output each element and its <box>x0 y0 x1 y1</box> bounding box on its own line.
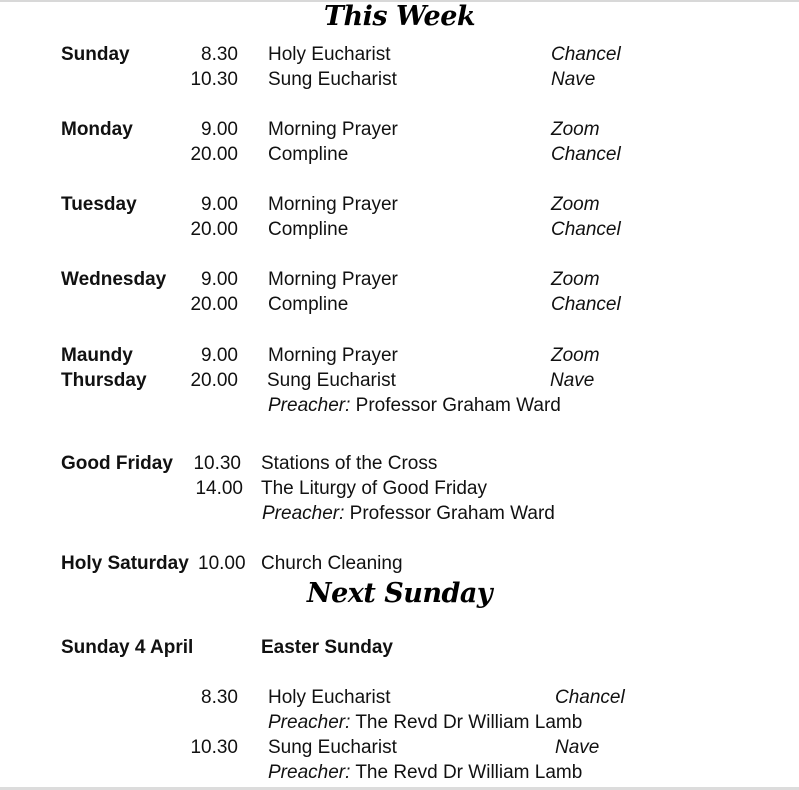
service-name: Sung Eucharist <box>268 69 397 90</box>
service-name: Morning Prayer <box>268 119 398 140</box>
service-time: 14.00 <box>195 478 243 499</box>
service-name: Morning Prayer <box>268 345 398 366</box>
service-time: 8.30 <box>201 44 238 65</box>
service-location: Chancel <box>551 144 621 165</box>
service-name: Compline <box>268 294 349 315</box>
service-location: Zoom <box>551 194 600 215</box>
service-time: 10.30 <box>193 453 241 474</box>
service-location: Nave <box>551 69 596 90</box>
preacher-name: The Revd Dr William Lamb <box>355 762 583 783</box>
preacher-line <box>268 394 561 418</box>
preacher-label: Preacher: <box>268 762 351 783</box>
service-name: Holy Eucharist <box>268 687 391 708</box>
day-label: Tuesday <box>61 194 137 215</box>
service-name: Morning Prayer <box>268 194 398 215</box>
preacher-line <box>268 711 582 735</box>
service-location: Nave <box>550 370 595 391</box>
preacher-name: The Revd Dr William Lamb <box>355 712 583 733</box>
service-time: 20.00 <box>190 219 238 240</box>
preacher-label: Preacher: <box>268 395 351 416</box>
service-name: The Liturgy of Good Friday <box>261 478 487 499</box>
service-location: Chancel <box>555 687 625 708</box>
preacher-label: Preacher: <box>268 712 351 733</box>
service-name: Sung Eucharist <box>267 370 396 391</box>
service-location: Zoom <box>551 269 600 290</box>
service-time: 9.00 <box>201 345 238 366</box>
service-time: 10.30 <box>190 69 238 90</box>
service-time: 9.00 <box>201 119 238 140</box>
day-label: Sunday <box>61 44 130 65</box>
preacher-name: Professor Graham Ward <box>349 503 555 524</box>
service-name: Stations of the Cross <box>261 453 438 474</box>
day-label: Thursday <box>61 370 147 391</box>
service-name: Morning Prayer <box>268 269 398 290</box>
day-label: Good Friday <box>61 453 173 474</box>
day-label: Monday <box>61 119 133 140</box>
preacher-name: Professor Graham Ward <box>355 395 561 416</box>
service-time: 20.00 <box>190 294 238 315</box>
day-label: Wednesday <box>61 269 167 290</box>
service-name: Compline <box>268 219 349 240</box>
service-time: 20.00 <box>190 370 238 391</box>
service-location: Chancel <box>551 294 621 315</box>
next-sunday-date: Sunday 4 April <box>61 637 194 658</box>
preacher-label: Preacher: <box>262 503 345 524</box>
service-time: 10.00 <box>198 553 246 574</box>
service-time: 10.30 <box>190 737 238 758</box>
service-location: Chancel <box>551 44 621 65</box>
next-sunday-heading: Next Sunday <box>306 578 493 609</box>
service-name: Church Cleaning <box>261 553 403 574</box>
service-name: Holy Eucharist <box>268 44 391 65</box>
service-location: Chancel <box>551 219 621 240</box>
day-label: Maundy <box>61 345 133 366</box>
service-time: 9.00 <box>201 269 238 290</box>
service-time: 8.30 <box>201 687 238 708</box>
service-time: 20.00 <box>190 144 238 165</box>
service-location: Nave <box>555 737 600 758</box>
service-location: Zoom <box>551 345 600 366</box>
service-location: Zoom <box>551 119 600 140</box>
preacher-line <box>268 761 582 785</box>
day-label: Holy Saturday <box>61 553 189 574</box>
service-name: Compline <box>268 144 349 165</box>
preacher-line <box>262 502 555 526</box>
service-time: 9.00 <box>201 194 238 215</box>
this-week-heading: This Week <box>323 1 476 32</box>
service-name: Sung Eucharist <box>268 737 397 758</box>
feast-name: Easter Sunday <box>261 637 393 658</box>
